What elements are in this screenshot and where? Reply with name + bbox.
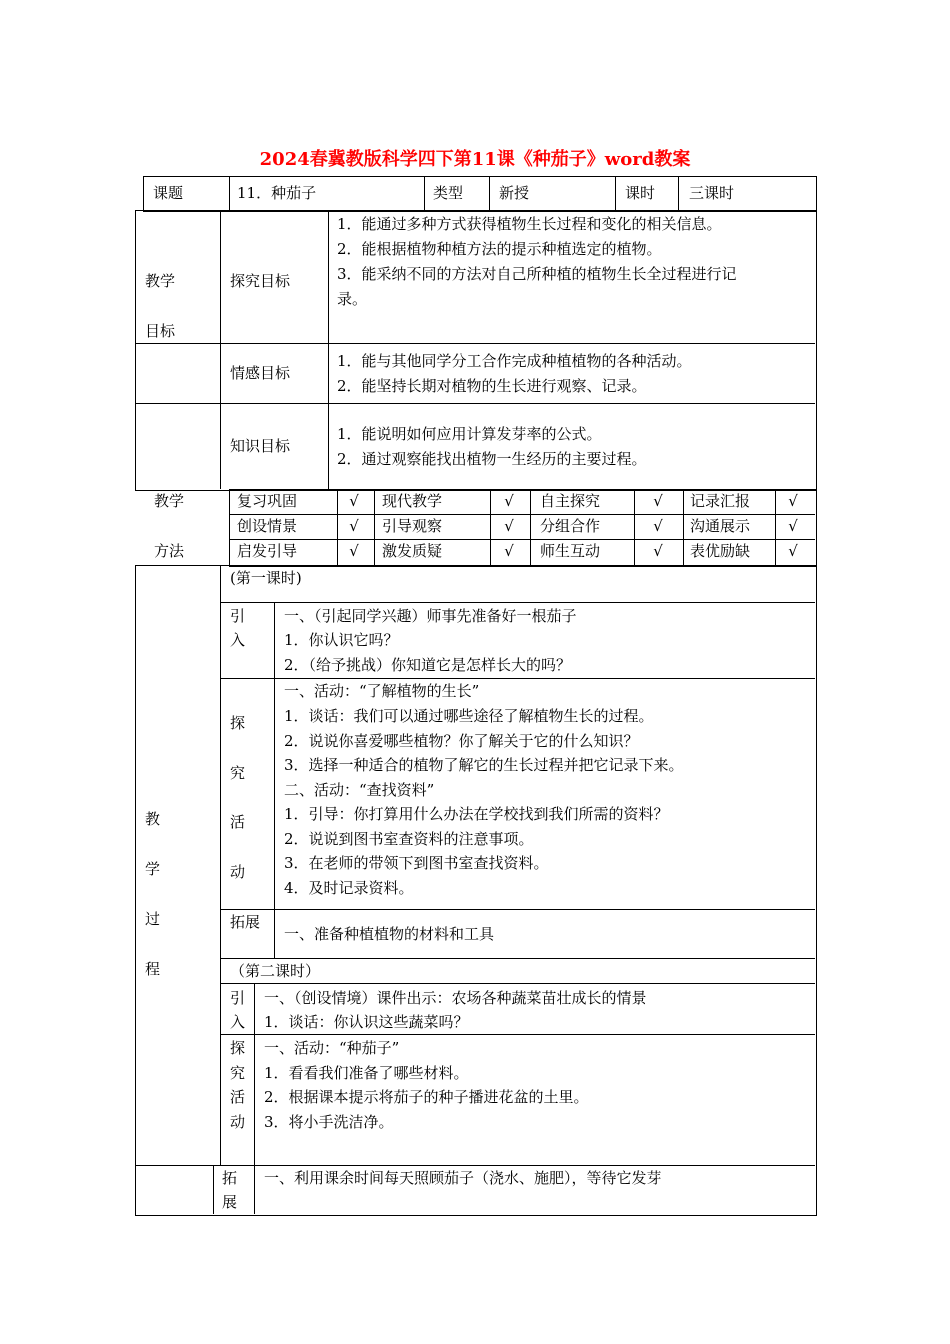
period1-intro-line: 1．你认识它吗？ [284, 631, 399, 649]
methods-divider [775, 489, 776, 565]
method-item: 引导观察 [382, 517, 443, 535]
inquiry-goal-item: 2．能根据植物种植方法的提示种植选定的植物。 [337, 240, 662, 258]
period1-intro-label: 引 [230, 607, 246, 625]
checkmark: √ [504, 517, 514, 535]
method-item: 激发质疑 [382, 542, 443, 560]
checkmark: √ [349, 492, 359, 510]
methods-divider [337, 489, 338, 565]
method-item: 分组合作 [540, 517, 601, 535]
period2-intro-line: 1．谈话：你认识这些蔬菜吗？ [264, 1013, 469, 1031]
inquiry-goal-label: 探究目标 [230, 272, 291, 290]
method-item: 记录汇报 [690, 492, 751, 510]
method-item: 创设情景 [237, 517, 298, 535]
process-section-label: 学 [145, 860, 161, 878]
goals-section-label: 教学 [145, 272, 176, 290]
period1-explore-line: 2．说说你喜爱哪些植物？你了解关于它的什么知识？ [284, 732, 639, 750]
emotion-goal-label: 情感目标 [230, 364, 291, 382]
period1-subcol-divider [274, 602, 275, 958]
lesson-value: 11．种茄子 [237, 184, 317, 202]
period1-extend-label: 拓展 [230, 913, 261, 931]
period1-extend-line: 一、准备种植植物的材料和工具 [284, 925, 495, 943]
period1-explore-label: 究 [230, 764, 246, 782]
header-divider [615, 176, 616, 210]
checkmark: √ [653, 492, 663, 510]
methods-divider [634, 489, 635, 565]
emotion-goal-item: 2．能坚持长期对植物的生长进行观察、记录。 [337, 377, 647, 395]
checkmark: √ [653, 542, 663, 560]
type-value: 新授 [499, 184, 530, 202]
goals-section-label: 目标 [145, 322, 176, 340]
goals-row-line [135, 343, 815, 344]
period2-row-line [220, 1034, 815, 1035]
method-item: 自主探究 [540, 492, 601, 510]
method-item: 师生互动 [540, 542, 601, 560]
period1-explore-line: 3．在老师的带领下到图书室查找资料。 [284, 854, 549, 872]
period2-intro-label: 引 [230, 989, 246, 1007]
period-label: 课时 [625, 184, 656, 202]
checkmark: √ [349, 542, 359, 560]
period1-row-line [220, 909, 815, 910]
period1-explore-line: 2．说说到图书室查资料的注意事项。 [284, 830, 534, 848]
goals-row-line [135, 403, 815, 404]
document-title: 2024春冀教版科学四下第11课《种茄子》word教案 [259, 149, 691, 170]
method-item: 复习巩固 [237, 492, 298, 510]
header-divider [229, 176, 230, 210]
period2-explore-label: 探 [230, 1039, 246, 1057]
checkmark: √ [653, 517, 663, 535]
header-divider [678, 176, 679, 210]
period1-title-line [220, 602, 815, 603]
emotion-goal-item: 1．能与其他同学分工合作完成种植植物的各种活动。 [337, 352, 692, 370]
period2-explore-line: 1．看看我们准备了哪些材料。 [264, 1064, 469, 1082]
period1-explore-line: 4．及时记录资料。 [284, 879, 414, 897]
period2-extend-line: 一、利用课余时间每天照顾茄子（浇水、施肥），等待它发芽 [264, 1169, 662, 1187]
inquiry-goal-item: 1．能通过多种方式获得植物生长过程和变化的相关信息。 [337, 215, 722, 233]
methods-divider [530, 489, 531, 565]
goals-divider [220, 210, 221, 489]
period2-explore-line: 3．将小手洗洁净。 [264, 1113, 394, 1131]
period1-explore-line: 3．选择一种适合的植物了解它的生长过程并把它记录下来。 [284, 756, 684, 774]
method-item: 现代教学 [382, 492, 443, 510]
period2-intro-label: 入 [230, 1013, 246, 1031]
method-item: 表优励缺 [690, 542, 751, 560]
knowledge-goal-item: 1．能说明如何应用计算发芽率的公式。 [337, 425, 602, 443]
process-section-label: 过 [145, 910, 161, 928]
goals-divider [328, 210, 329, 489]
period1-intro-line: 一、（引起同学兴趣）师事先准备好一根茄子 [284, 607, 577, 625]
period1-explore-line: 一、活动：“了解植物的生长” [284, 682, 480, 700]
period1-explore-line: 1．引导：你打算用什么办法在学校找到我们所需的资料？ [284, 805, 669, 823]
inquiry-goal-item: 3．能采纳不同的方法对自己所种植的植物生长全过程进行记 [337, 265, 737, 283]
period1-explore-label: 探 [230, 714, 246, 732]
period1-explore-label: 活 [230, 813, 246, 831]
checkmark: √ [788, 492, 798, 510]
process-label-divider [220, 565, 221, 1165]
period2-explore-label: 动 [230, 1113, 246, 1131]
period2-extend-label: 拓 [222, 1169, 238, 1187]
period2-explore-label: 究 [230, 1064, 246, 1082]
period1-intro-label: 入 [230, 631, 246, 649]
period-value: 三课时 [689, 184, 735, 202]
period1-explore-line: 1．谈话：我们可以通过哪些途径了解植物生长的过程。 [284, 707, 654, 725]
period2-title: （第二课时） [230, 962, 321, 980]
checkmark: √ [504, 492, 514, 510]
methods-divider [490, 489, 491, 565]
period2-extend-divider [254, 1165, 255, 1214]
methods-section-label: 教学 [154, 492, 185, 510]
method-item: 启发引导 [237, 542, 298, 560]
methods-section-label: 方法 [154, 542, 185, 560]
knowledge-goal-item: 2．通过观察能找出植物一生经历的主要过程。 [337, 450, 647, 468]
knowledge-goal-label: 知识目标 [230, 437, 291, 455]
inquiry-goal-item: 录。 [337, 290, 368, 308]
period2-intro-line: 一、（创设情境）课件出示：农场各种蔬菜苗壮成长的情景 [264, 989, 647, 1007]
process-section-label: 教 [145, 810, 161, 828]
lesson-label: 课题 [153, 184, 184, 202]
process-label-divider [213, 1165, 214, 1214]
period2-explore-line: 2．根据课本提示将茄子的种子播进花盆的土里。 [264, 1088, 589, 1106]
checkmark: √ [349, 517, 359, 535]
period2-explore-label: 活 [230, 1088, 246, 1106]
period2-extend-label: 展 [222, 1193, 238, 1211]
period2-explore-line: 一、活动：“种茄子” [264, 1039, 400, 1057]
period1-title: (第一课时) [230, 569, 302, 587]
header-divider [424, 176, 425, 210]
method-item: 沟通展示 [690, 517, 751, 535]
methods-divider [374, 489, 375, 565]
checkmark: √ [788, 517, 798, 535]
period2-title-line [220, 983, 815, 984]
checkmark: √ [504, 542, 514, 560]
period1-explore-label: 动 [230, 863, 246, 881]
period2-subcol-divider [254, 983, 255, 1165]
period1-intro-line: 2．（给予挑战）你知道它是怎样长大的吗？ [284, 656, 572, 674]
process-section-label: 程 [145, 960, 161, 978]
checkmark: √ [788, 542, 798, 560]
type-label: 类型 [433, 184, 464, 202]
header-divider [489, 176, 490, 210]
methods-divider [683, 489, 684, 565]
period1-explore-line: 二、活动：“查找资料” [284, 781, 435, 799]
